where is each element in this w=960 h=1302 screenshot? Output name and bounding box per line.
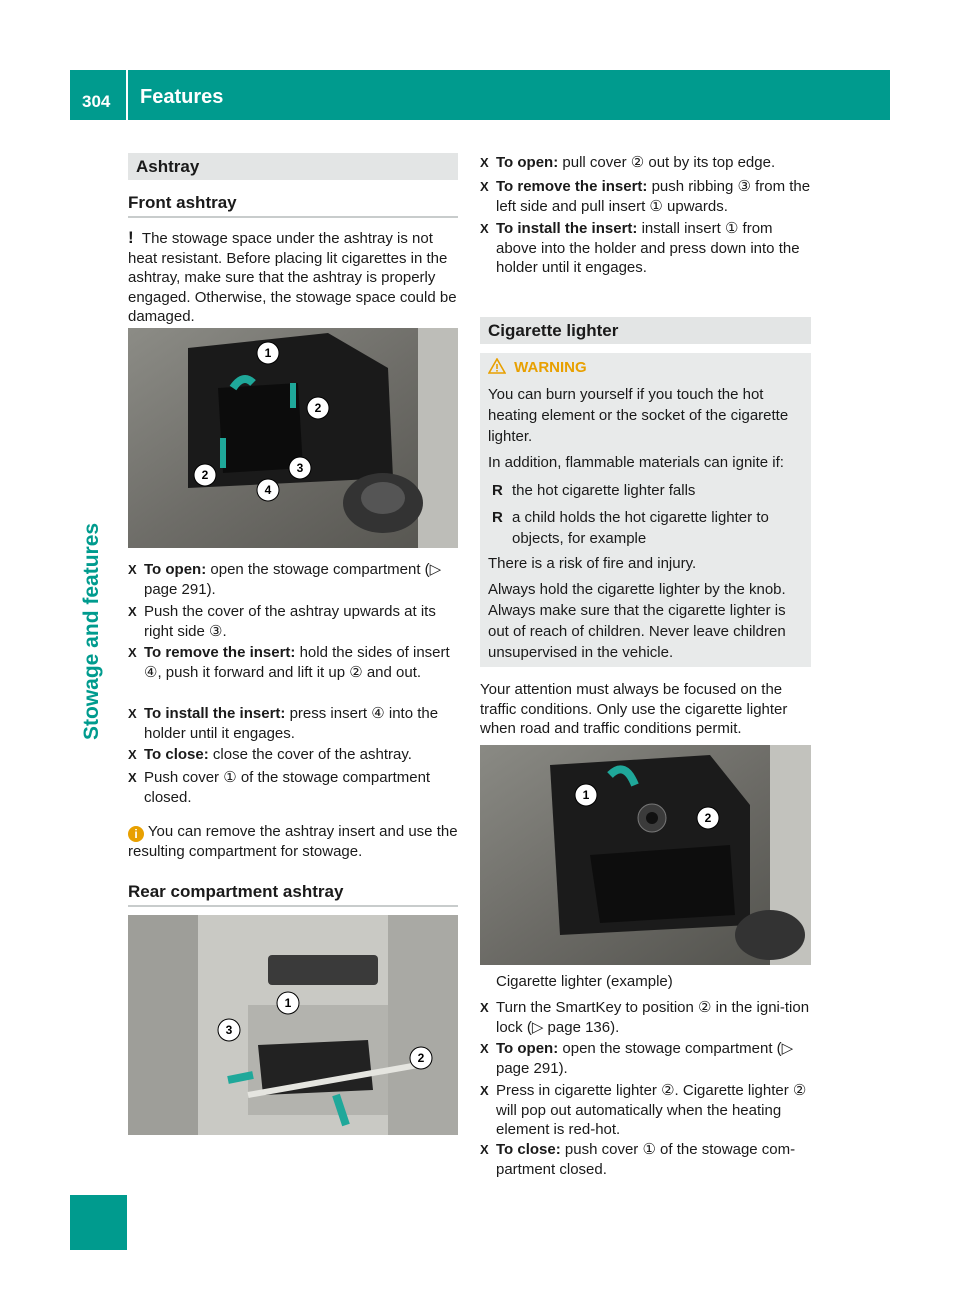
step-text: Press in cigarette lighter ②. Cigarette lighter ② will pop out automatically when the heating element is red-hot. xyxy=(496,1082,807,1138)
warning-p3: There is a risk of fire and injury. xyxy=(488,555,697,572)
step-arrow-icon: X xyxy=(480,179,489,194)
svg-text:3: 3 xyxy=(296,461,304,475)
svg-text:1: 1 xyxy=(582,788,590,802)
bullet-marker: R xyxy=(492,482,503,499)
svg-text:2: 2 xyxy=(417,1051,425,1065)
warning-heading xyxy=(488,358,587,378)
step-label: To open: xyxy=(496,154,559,171)
step-label: To remove the insert: xyxy=(144,644,296,661)
step-arrow-icon: X xyxy=(128,706,137,721)
chapter-title: Features xyxy=(140,86,224,108)
subhead-rear-ashtray: Rear compartment ashtray xyxy=(128,882,344,901)
step-text: push cover ① of the stowage com-partment closed. xyxy=(496,1141,796,1178)
subhead-front-ashtray: Front ashtray xyxy=(128,193,237,212)
instruction-step xyxy=(480,1140,811,1179)
instruction-step xyxy=(480,219,811,278)
svg-text:2: 2 xyxy=(704,811,712,825)
step-arrow-icon: X xyxy=(480,155,489,170)
instruction-step xyxy=(480,1039,811,1078)
step-text: close the cover of the ashtray. xyxy=(208,746,412,763)
step-label: To install the insert: xyxy=(496,220,638,237)
side-tab-label: Stowage and features xyxy=(80,522,103,740)
step-arrow-icon: X xyxy=(480,1041,489,1056)
step-arrow-icon: X xyxy=(128,562,137,577)
front-ashtray-photo xyxy=(128,328,458,548)
photo-caption: Cigarette lighter (example) xyxy=(496,973,673,990)
svg-text:3: 3 xyxy=(225,1023,233,1037)
subhead-rule-rear xyxy=(128,905,458,907)
step-label: To close: xyxy=(144,746,209,763)
warning-bullet-1 xyxy=(488,481,806,501)
step-text: Push cover ① of the stowage compartment closed. xyxy=(144,769,431,806)
step-text: push ribbing ③ from the left side and pull insert ① upwards. xyxy=(496,178,811,215)
instruction-step xyxy=(480,177,811,216)
instruction-step xyxy=(128,560,458,599)
instruction-step xyxy=(128,745,458,765)
step-arrow-icon: X xyxy=(480,1000,489,1015)
step-text: Turn the SmartKey to position ② in the igni-tion lock (▷ page 136). xyxy=(496,999,810,1036)
instruction-step xyxy=(480,998,811,1037)
notice-paragraph xyxy=(128,228,458,327)
step-label: To install the insert: xyxy=(144,705,286,722)
step-text: Push the cover of the ashtray upwards at its right side ③. xyxy=(144,603,436,640)
step-label: To open: xyxy=(496,1040,559,1057)
step-arrow-icon: X xyxy=(128,604,137,619)
bullet-marker: R xyxy=(492,509,503,526)
step-text: open the stowage compartment (▷ page 291). xyxy=(144,561,442,598)
instruction-step xyxy=(128,704,458,743)
instruction-step xyxy=(128,602,458,641)
header-divider xyxy=(126,70,128,120)
svg-text:2: 2 xyxy=(201,468,209,482)
warning-bullet-2-text: a child holds the hot cigarette lighter to objects, for example xyxy=(512,509,769,547)
step-label: To remove the insert: xyxy=(496,178,648,195)
step-text: hold the sides of insert ④, push it forward and lift it up ② and out. xyxy=(144,644,450,681)
step-text: install insert ① from above into the holder and press down into the holder until it engages. xyxy=(496,220,800,276)
section-ashtray-title: Ashtray xyxy=(136,157,200,176)
step-text: press insert ④ into the holder until it engages. xyxy=(144,705,439,742)
notice-text: The stowage space under the ashtray is not heat resistant. Before placing lit cigarettes in the ashtray, make sure that the ashtray is properly engaged. Otherwise, the stowage space could be damaged. xyxy=(128,230,457,325)
exclamation-icon: ! xyxy=(128,228,134,247)
warning-bullet-2 xyxy=(488,507,806,549)
info-text: You can remove the ashtray insert and use the resulting compartment for stowage. xyxy=(128,823,458,860)
warning-title: WARNING xyxy=(514,359,587,376)
svg-text:1: 1 xyxy=(264,346,272,360)
cigarette-lighter-photo xyxy=(480,745,811,965)
step-arrow-icon: X xyxy=(128,645,137,660)
info-icon: i xyxy=(128,826,144,842)
warning-p1: You can burn yourself if you touch the hot heating element or the socket of the cigarette lighter. xyxy=(488,386,789,445)
svg-text:2: 2 xyxy=(314,401,322,415)
step-label: To open: xyxy=(144,561,207,578)
step-text: pull cover ② out by its top edge. xyxy=(558,154,776,171)
step-arrow-icon: X xyxy=(480,1083,489,1098)
instruction-step xyxy=(480,1081,811,1140)
info-paragraph xyxy=(128,822,458,862)
warning-p4: Always hold the cigarette lighter by the knob. Always make sure that the cigarette lighter is out of reach of children. Never leave children unsupervised in the vehicle. xyxy=(488,581,786,661)
section-cigarette-lighter xyxy=(480,317,811,344)
instruction-step xyxy=(128,768,458,807)
instruction-step xyxy=(128,643,458,682)
svg-text:4: 4 xyxy=(264,483,272,497)
step-arrow-icon: X xyxy=(480,1142,489,1157)
step-arrow-icon: X xyxy=(128,747,137,762)
step-label: To close: xyxy=(496,1141,561,1158)
page-number: 304 xyxy=(82,92,111,111)
svg-text:1: 1 xyxy=(284,996,292,1010)
step-text: open the stowage compartment (▷ page 291). xyxy=(496,1040,794,1077)
subhead-rule xyxy=(128,216,458,218)
section-cigarette-lighter-title: Cigarette lighter xyxy=(488,321,619,340)
rear-ashtray-photo xyxy=(128,915,458,1135)
section-ashtray xyxy=(128,153,458,180)
step-arrow-icon: X xyxy=(128,770,137,785)
instruction-step xyxy=(480,153,811,173)
step-arrow-icon: X xyxy=(480,221,489,236)
attention-paragraph: Your attention must always be focused on the traffic conditions. Only use the cigarette lighter when road and traffic conditions permit. xyxy=(480,681,788,737)
warning-bullet-1-text: the hot cigarette lighter falls xyxy=(512,482,696,499)
warning-p2: In addition, flammable materials can ignite if: xyxy=(488,454,784,471)
warning-triangle-icon xyxy=(488,358,506,374)
side-tab-marker xyxy=(70,1195,127,1250)
